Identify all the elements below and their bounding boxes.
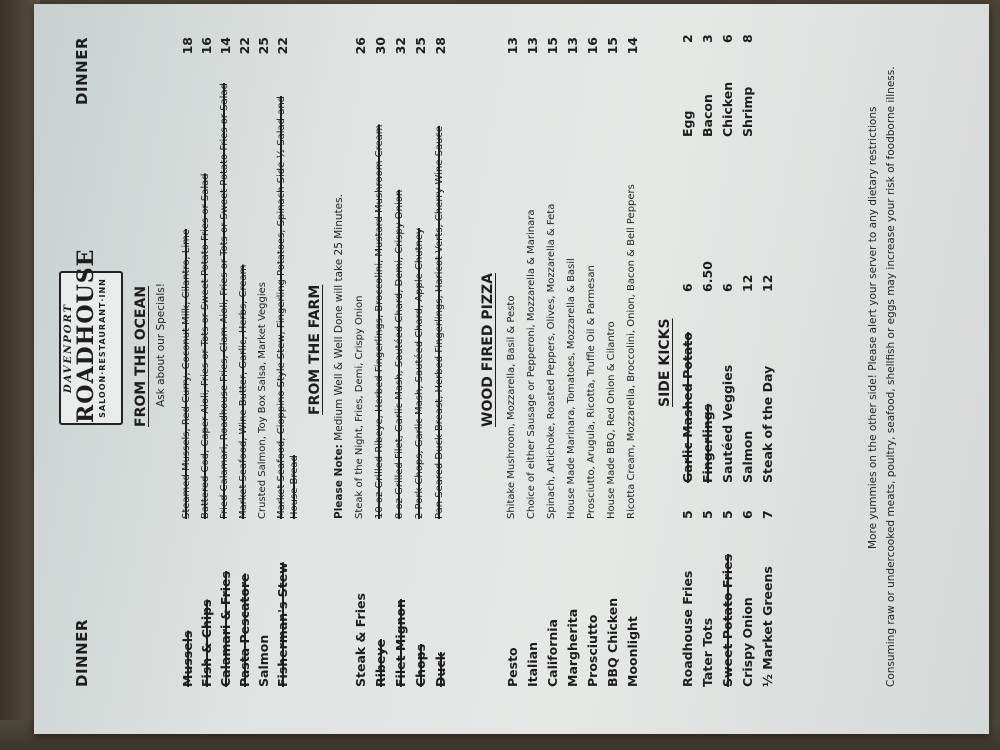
section-title-sidekicks: SIDE KICKS bbox=[657, 318, 673, 407]
menu-item-description: Crusted Salmon, Toy Box Salsa, Market Veggies bbox=[257, 282, 268, 519]
sidekick-name: Tater Tots bbox=[700, 617, 715, 687]
sidekick-name: Shrimp bbox=[740, 86, 755, 137]
menu-item-price: 16 bbox=[585, 37, 600, 55]
menu-item-description: Fried Calamari, Roadhouse Fries, Clam Aioli, Fries or Tots or Sweet Potato Fries or Salad bbox=[219, 83, 230, 519]
menu-item-name: Prosciutto bbox=[585, 614, 600, 687]
menu-item-price: 15 bbox=[545, 37, 560, 55]
menu-item-description: Steamed Mussels, Red Curry, Coconut Milk, Cilantro, Lime bbox=[181, 228, 192, 519]
menu-item-name: Fish & Chips bbox=[199, 599, 214, 687]
menu-item-row bbox=[433, 7, 451, 697]
menu-item-price: 13 bbox=[525, 37, 540, 55]
menu-item-name: Filet Mignon bbox=[393, 599, 408, 687]
sidekick-price: 12 bbox=[740, 274, 755, 292]
menu-item-row bbox=[218, 7, 236, 697]
menu-item-price: 18 bbox=[180, 37, 195, 55]
menu-item-row bbox=[275, 7, 300, 697]
footer-line-2: Consuming raw or undercooked meats, poultry, seafood, shellfish or eggs may increase your risk of foodborne illness. bbox=[885, 66, 897, 687]
menu-item-price: 30 bbox=[373, 37, 388, 55]
sidekick-price: 5 bbox=[680, 510, 695, 519]
menu-item-price: 22 bbox=[237, 37, 252, 55]
sidekick-price: 6 bbox=[720, 34, 735, 43]
logo-main-text: ROADHOUSE bbox=[73, 248, 99, 423]
menu-item-description: Battered Cod, Caper Aioli, Fries or Tots or Sweet Potato Fries or Salad bbox=[200, 173, 211, 519]
menu-item-name: Steak & Fries bbox=[353, 593, 368, 687]
roadhouse-logo bbox=[59, 248, 123, 425]
section-title-pizza: WOOD FIRED PIZZA bbox=[480, 273, 496, 427]
menu-item-description: Market Seafood, Cioppino Style Stew, Fingerling Potatoes, Spinach Side ½ Salad and House Bread bbox=[276, 95, 300, 519]
sidekick-name: Sweet Potato Fries bbox=[720, 553, 735, 687]
menu-item-description: Prosciutto, Arugula, Ricotta, Truffle Oil & Parmesan bbox=[586, 265, 597, 519]
sidekick-price: 2 bbox=[680, 34, 695, 43]
section-title-farm: FROM THE FARM bbox=[307, 284, 323, 415]
farm-note-bold: Please Note: bbox=[333, 444, 345, 519]
menu-item-price: 32 bbox=[393, 37, 408, 55]
sidekick-price: 7 bbox=[760, 510, 775, 519]
menu-item-name: Ribeye bbox=[373, 639, 388, 687]
menu-item-name: Fisherman's Stew bbox=[275, 562, 290, 687]
menu-item-name: Pesto bbox=[505, 647, 520, 687]
sidekick-price: 5 bbox=[720, 510, 735, 519]
sidekick-name: Garlic Mashed Potato bbox=[680, 332, 695, 483]
menu-item-row bbox=[525, 7, 543, 697]
menu-item-name: Calamari & Fries bbox=[218, 571, 233, 687]
menu-item-name: Salmon bbox=[256, 634, 271, 687]
menu-item-row bbox=[545, 7, 563, 697]
menu-item-description: Market Seafood, Wine Butter, Garlic, Herbs, Cream bbox=[238, 264, 249, 519]
sidekick-name: Egg bbox=[680, 110, 695, 137]
menu-item-description: Steak of the Night, Fries, Demi, Crispy Onion bbox=[354, 295, 365, 519]
dinner-menu bbox=[55, 7, 1000, 697]
menu-item-description: Ricotta Cream, Mozzarella, Broccolini, Onion, Bacon & Bell Peppers bbox=[626, 184, 637, 519]
menu-item-name: Duck bbox=[433, 652, 448, 687]
menu-item-name: Margherita bbox=[565, 608, 580, 687]
menu-item-price: 16 bbox=[199, 37, 214, 55]
sidekick-price: 6 bbox=[720, 283, 735, 292]
menu-item-description: Spinach, Artichoke, Roasted Peppers, Olives, Mozzarella & Feta bbox=[546, 203, 557, 519]
menu-item-price: 25 bbox=[413, 37, 428, 55]
menu-item-row bbox=[413, 7, 431, 697]
menu-item-row bbox=[565, 7, 583, 697]
menu-item-row bbox=[199, 7, 217, 697]
menu-item-name: Chops bbox=[413, 643, 428, 687]
sidekick-name: Salmon bbox=[740, 430, 755, 483]
menu-item-row bbox=[180, 7, 198, 697]
menu-item-row bbox=[505, 7, 523, 697]
menu-item-description: House Made Marinara, Tomatoes, Mozzarella & Basil bbox=[566, 258, 577, 519]
menu-item-description: Choice of either Sausage or Pepperoni, Mozzarella & Marinara bbox=[526, 209, 537, 519]
menu-item-price: 25 bbox=[256, 37, 271, 55]
sidekick-price: 5 bbox=[700, 510, 715, 519]
menu-item-price: 14 bbox=[218, 37, 233, 55]
menu-item-name: California bbox=[545, 619, 560, 687]
farm-note-text: Medium Well & Well Done will take 25 Minutes. bbox=[333, 194, 345, 445]
menu-item-description: 8 oz Grilled Filet, Garlic Mash, Sautéed Chard, Demi, Crispy Onion bbox=[394, 189, 405, 519]
logo-bottom-text: SALOON·RESTAURANT·INN bbox=[98, 278, 107, 418]
sidekick-name: Roadhouse Fries bbox=[680, 570, 695, 687]
menu-item-price: 13 bbox=[505, 37, 520, 55]
footer-line-1: More yummies on the other side! Please alert your server to any dietary restrictions bbox=[867, 106, 879, 549]
ocean-note: Ask about our Specials! bbox=[155, 283, 167, 407]
sidekick-name: Chicken bbox=[720, 81, 735, 137]
menu-item-name: Italian bbox=[525, 642, 540, 687]
menu-item-description: Pan Seared Duck Breast, Herbed Fingerlings, Haricot Verts, Cherry Wine Sauce bbox=[434, 125, 445, 519]
menu-item-price: 22 bbox=[275, 37, 290, 55]
menu-item-description: House Made BBQ, Red Onion & Cilantro bbox=[606, 321, 617, 519]
menu-item-name: BBQ Chicken bbox=[605, 597, 620, 687]
menu-item-row bbox=[237, 7, 255, 697]
menu-item-name: Mussels bbox=[180, 630, 195, 687]
logo-top-text: DAVENPORT bbox=[63, 302, 74, 394]
menu-item-row bbox=[393, 7, 411, 697]
sidekick-price: 6 bbox=[740, 510, 755, 519]
header-dinner-left: DINNER bbox=[73, 619, 91, 687]
menu-item-price: 13 bbox=[565, 37, 580, 55]
section-title-ocean: FROM THE OCEAN bbox=[133, 285, 149, 427]
menu-item-row bbox=[585, 7, 603, 697]
menu-item-name: Moonlight bbox=[625, 616, 640, 687]
menu-item-row bbox=[625, 7, 643, 697]
sidekick-name: Sautéed Veggies bbox=[720, 364, 735, 483]
menu-item-row bbox=[353, 7, 371, 697]
menu-item-price: 26 bbox=[353, 37, 368, 55]
sidekick-name: Fingerlings bbox=[700, 403, 715, 483]
header-dinner-right: DINNER bbox=[73, 37, 91, 105]
menu-item-description: 10 oz Grilled Ribeye, Herbed Fingerlings, Broccolini, Mustard Mushroom Cream bbox=[374, 124, 385, 519]
menu-item-description: Shitake Mushroom, Mozzarella, Basil & Pesto bbox=[506, 295, 517, 519]
sidekick-name: Crispy Onion bbox=[740, 597, 755, 687]
sidekick-name: Bacon bbox=[700, 94, 715, 137]
menu-item-row bbox=[605, 7, 623, 697]
menu-item-price: 15 bbox=[605, 37, 620, 55]
menu-item-price: 28 bbox=[433, 37, 448, 55]
sidekick-price: 6.50 bbox=[700, 261, 715, 292]
menu-item-description: 2 Pork Chops, Garlic Mash, Sautéed Chard, Apple Chutney bbox=[414, 228, 425, 519]
farm-note bbox=[333, 194, 345, 519]
menu-item-row bbox=[373, 7, 391, 697]
menu-item-row bbox=[256, 7, 274, 697]
sidekick-name: ½ Market Greens bbox=[760, 566, 775, 687]
sidekick-price: 6 bbox=[680, 283, 695, 292]
sidekick-price: 12 bbox=[760, 274, 775, 292]
sidekick-price: 8 bbox=[740, 34, 755, 43]
sidekick-name: Steak of the Day bbox=[760, 365, 775, 483]
menu-item-name: Pasta Pescatore bbox=[237, 573, 252, 687]
menu-item-price: 14 bbox=[625, 37, 640, 55]
sidekick-price: 3 bbox=[700, 34, 715, 43]
